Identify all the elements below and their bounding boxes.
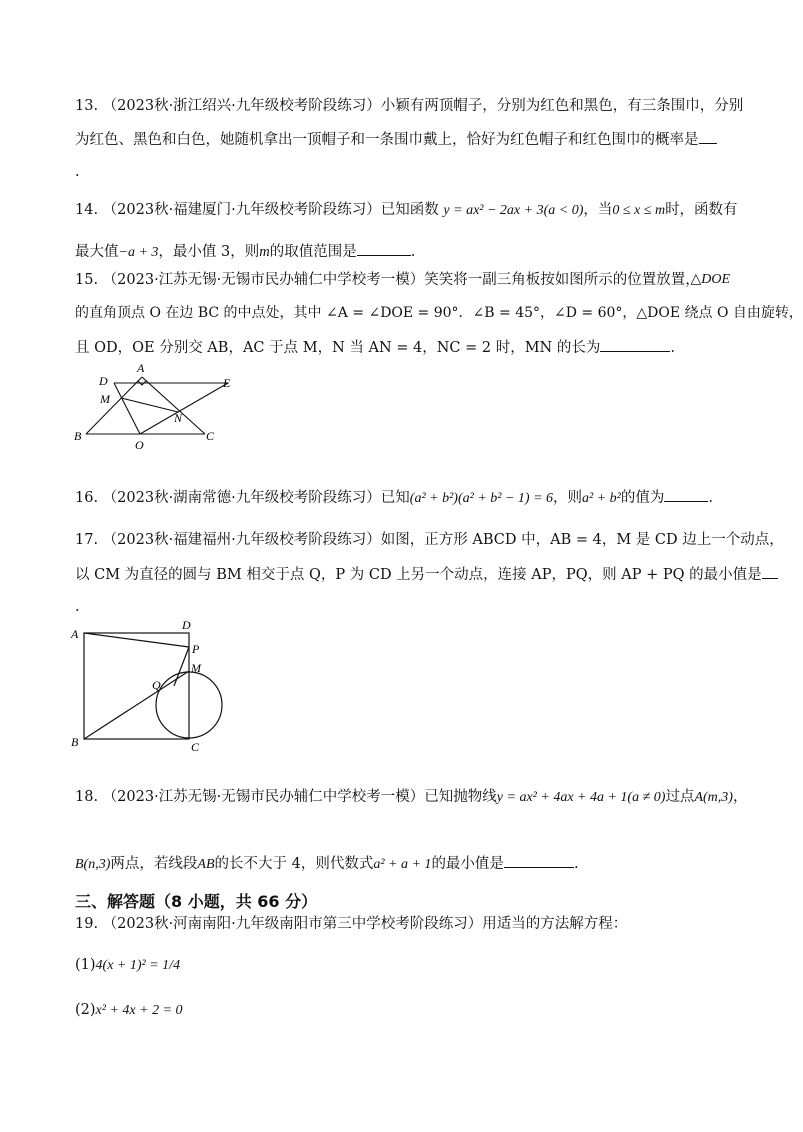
- q18-point-a: A(m,3): [694, 790, 733, 805]
- q15-segment-do: [114, 383, 140, 434]
- q18-end: .: [573, 856, 579, 872]
- q19-part2-equation: x² + 4x + 2 = 0: [95, 1003, 183, 1018]
- q16-end: .: [708, 490, 713, 506]
- q19-text: 用适当的方法解方程：: [482, 916, 628, 932]
- q16-answer-blank[interactable]: [664, 487, 708, 502]
- q16-text-b: ，则: [553, 490, 583, 506]
- q19-part1-equation: 4(x + 1)² = 1/4: [95, 958, 181, 973]
- q14-text-c: 时，函数有: [665, 202, 738, 218]
- q14-text-max: 最大值: [75, 244, 119, 260]
- q18-line1: [75, 787, 748, 808]
- q17-label-a: A: [71, 627, 79, 641]
- q17-label-q: Q: [152, 678, 161, 692]
- q17-label-p: P: [192, 642, 200, 656]
- q16-text-c: 的值为: [620, 490, 665, 506]
- q18-text-e: 的长不大于 4，则代数式: [214, 856, 374, 872]
- q17-label-b: B: [71, 735, 79, 749]
- q15-number: 15.: [75, 272, 99, 288]
- q17-text2: 以 CM 为直径的圆与 BM 相交于点 Q，P 为 CD 上另一个动点，连接 AP，PQ，则 AP + PQ 的最小值是: [75, 567, 762, 583]
- q15-label-m: M: [100, 392, 110, 406]
- q15-source: （2023·江苏无锡·无锡市民办辅仁中学校考一模）: [102, 272, 425, 288]
- q15-text3: 且 OD，OE 分别交 AB，AC 于点 M，N 当 AN = 4，NC = 2 时，MN 的长为: [75, 340, 601, 356]
- q14-source: （2023秋·福建厦门·九年级校考阶段练习）: [102, 202, 381, 218]
- q17-line2: [75, 564, 762, 585]
- q14-max-value: −a + 3: [118, 245, 159, 260]
- q13-text2: 为红色、黑色和白色，她随机拿出一顶帽子和一条围巾戴上，恰好为红色帽子和红色围巾的概率是: [75, 132, 699, 148]
- q14-answer-blank[interactable]: [357, 241, 411, 256]
- q13-number: 13.: [75, 98, 99, 114]
- q14-range: 0 ≤ x ≤ m: [612, 203, 666, 218]
- q18-segment-ab: AB: [197, 857, 215, 872]
- q13-answer-blank[interactable]: [699, 129, 717, 144]
- q15-line2: [75, 303, 803, 323]
- q18-line2: [75, 853, 730, 875]
- q15-label-b: B: [74, 429, 82, 443]
- q14-line2: [75, 241, 730, 263]
- q15-segment-ba: [86, 377, 142, 434]
- q15-label-n: N: [174, 411, 183, 425]
- q14-text-min: ，最小值 3，则: [158, 244, 260, 260]
- q14-function-formula: y = ax² − 2ax + 3(a < 0): [443, 203, 584, 218]
- q14-number: 14.: [75, 202, 99, 218]
- q15-label-a: A: [137, 361, 145, 375]
- q16-expression: a² + b²: [582, 491, 621, 506]
- q14-text-range: 的取值范围是: [269, 244, 357, 260]
- q14-text-a: 已知函数: [380, 202, 439, 218]
- q18-text-c: ，: [732, 789, 748, 805]
- q17-label-c: C: [191, 740, 200, 754]
- q18-expression: a² + a + 1: [373, 857, 432, 872]
- q16-source: （2023秋·湖南常德·九年级校考阶段练习）: [102, 490, 381, 506]
- q18-text-f: 的最小值是: [431, 856, 504, 872]
- q15-label-e: E: [223, 376, 231, 390]
- q15-segment-mn: [121, 398, 178, 412]
- q14-var-m: m: [259, 244, 270, 260]
- q14-text-b: ，当: [583, 202, 613, 218]
- q15-figure: [70, 360, 240, 452]
- q15-text2: 的直角顶点 O 在边 BC 的中点处，其中 ∠A = ∠DOE = 90°．∠B = 45°，∠D = 60°，△DOE 绕点 O 自由旋转，: [75, 305, 803, 321]
- q13-source: （2023秋·浙江绍兴·九年级校考阶段练习）: [102, 98, 381, 114]
- q13-line3: [75, 162, 730, 182]
- q18-text-a: 已知抛物线: [424, 789, 497, 805]
- q15-end: .: [670, 340, 675, 356]
- q16-text-a: 已知: [380, 490, 410, 506]
- q15-label-c: C: [206, 429, 215, 443]
- q15-segment-eo: [140, 383, 228, 434]
- q19-line1: [75, 914, 730, 934]
- q13-text3: .: [75, 164, 80, 180]
- q15-triangle-doe: △DOE: [690, 272, 730, 287]
- q19-number: 19.: [75, 916, 99, 932]
- q17-label-d: D: [182, 618, 191, 632]
- q16-equation: (a² + b²)(a² + b² − 1) = 6: [409, 491, 554, 506]
- q18-text-b: 过点: [665, 789, 695, 805]
- q17-segment-bm: [84, 671, 189, 739]
- q17-square-abcd: [84, 633, 189, 739]
- q18-source: （2023·江苏无锡·无锡市民办辅仁中学校考一模）: [102, 789, 425, 805]
- q16-line1: [75, 487, 730, 509]
- q17-number: 17.: [75, 532, 99, 548]
- q19-part1: [75, 955, 730, 976]
- q18-point-b: B(n,3): [75, 857, 111, 872]
- q17-answer-blank[interactable]: [762, 564, 778, 579]
- q18-text-d: 两点，若线段: [110, 856, 198, 872]
- q17-text1: 如图，正方形 ABCD 中，AB = 4，M 是 CD 边上一个动点，: [380, 532, 784, 548]
- q15-line3: [75, 337, 730, 358]
- q19-part2-label: (2): [75, 1002, 96, 1018]
- q17-text3: .: [75, 599, 80, 615]
- q17-figure: [65, 612, 235, 757]
- q19-source: （2023秋·河南南阳·九年级南阳市第三中学校考阶段练习）: [102, 916, 483, 932]
- q17-label-m: M: [191, 661, 201, 675]
- q14-line1: [75, 200, 738, 221]
- q15-line1: [75, 270, 730, 290]
- q19-part1-label: (1): [75, 957, 96, 973]
- q15-text1: 笑笑将一副三角板按如图所示的位置放置，: [424, 272, 700, 288]
- q15-label-d: D: [99, 374, 108, 388]
- q19-part2: [75, 1000, 730, 1021]
- q17-source: （2023秋·福建福州·九年级校考阶段练习）: [102, 532, 381, 548]
- section-3-title: 三、解答题（8 小题，共 66 分）: [75, 892, 318, 911]
- q14-end: .: [410, 244, 416, 260]
- q13-text1: 小颖有两顶帽子，分别为红色和黑色，有三条围巾，分别: [380, 98, 744, 114]
- q17-line1: [75, 530, 784, 550]
- q13-line2: [75, 129, 730, 150]
- q15-answer-blank[interactable]: [600, 337, 670, 352]
- q15-label-o: O: [135, 438, 144, 452]
- q18-answer-blank[interactable]: [504, 853, 574, 868]
- q18-number: 18.: [75, 789, 99, 805]
- q17-segment-ap: [84, 633, 189, 647]
- q18-parabola-formula: y = ax² + 4ax + 4a + 1(a ≠ 0): [496, 790, 666, 805]
- q16-number: 16.: [75, 490, 99, 506]
- q17-segment-pq: [174, 647, 189, 686]
- q13-line1: [75, 96, 744, 116]
